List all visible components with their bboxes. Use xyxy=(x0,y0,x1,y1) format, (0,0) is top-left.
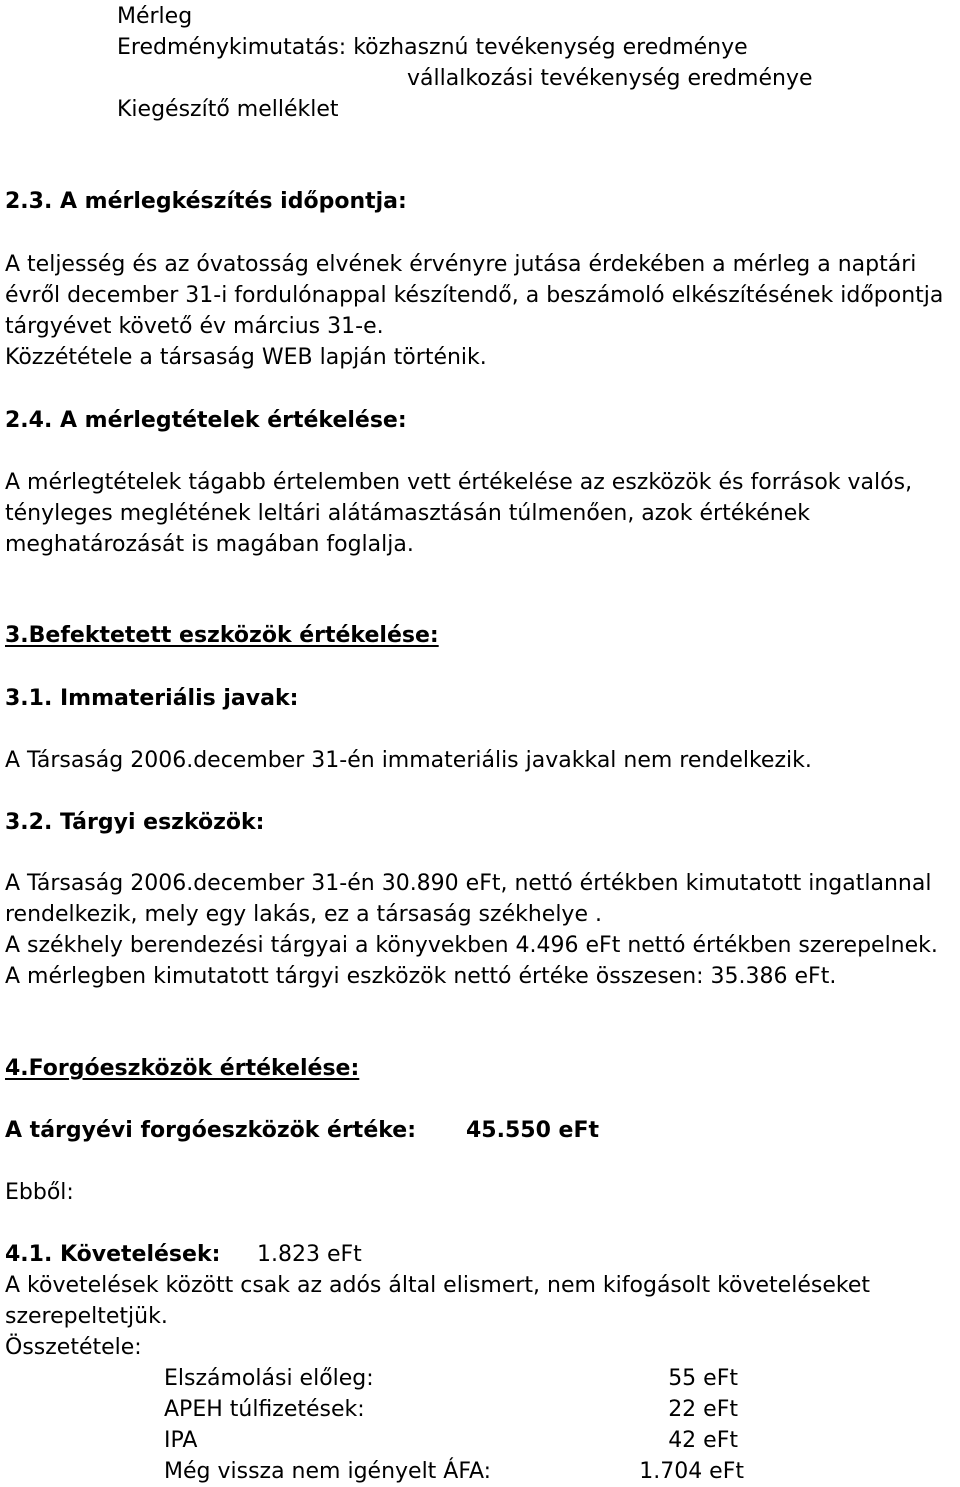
list-item-value: 55 eFt xyxy=(668,1366,738,1391)
section-3-2-paragraph-line: A mérlegben kimutatott tárgyi eszközök nettó értéke összesen: 35.386 eFt. xyxy=(5,964,837,989)
header-line-kiegeszito: Kiegészítő melléklet xyxy=(117,97,339,122)
section-3-heading: 3.Befektetett eszközök értékelése: xyxy=(5,623,439,648)
section-3-2-paragraph-line: rendelkezik, mely egy lakás, ez a társaság székhelye . xyxy=(5,902,602,927)
list-item-label: APEH túlfizetések: xyxy=(164,1397,365,1422)
section-2-4-paragraph-line: A mérlegtételek tágabb értelemben vett értékelése az eszközök és források valós, xyxy=(5,470,913,495)
section-4-1-value: 1.823 eFt xyxy=(257,1242,362,1267)
section-4-heading: 4.Forgóeszközök értékelése: xyxy=(5,1056,360,1081)
forgoeszkozok-total-value: 45.550 eFt xyxy=(466,1118,600,1143)
section-3-1-heading: 3.1. Immateriális javak: xyxy=(5,686,299,711)
list-item-label: IPA xyxy=(164,1428,198,1453)
section-4-1-paragraph-line: szerepeltetjük. xyxy=(5,1304,168,1329)
section-2-3-paragraph-line: A teljesség és az óvatosság elvének érvényre jutása érdekében a mérleg a naptári xyxy=(5,252,917,277)
ebbol-label: Ebből: xyxy=(5,1180,74,1205)
list-item-value: 1.704 eFt xyxy=(639,1459,744,1484)
forgoeszkozok-total-label: A tárgyévi forgóeszközök értéke: xyxy=(5,1118,416,1143)
section-2-4-paragraph-line: tényleges meglétének leltári alátámasztásán túlmenően, azok értékének xyxy=(5,501,810,526)
header-line-eredmenykimutatas: Eredménykimutatás: közhasznú tevékenység eredménye xyxy=(117,35,748,60)
header-line-merleg: Mérleg xyxy=(117,4,193,29)
list-item-value: 22 eFt xyxy=(668,1397,738,1422)
section-3-2-paragraph-line: A Társaság 2006.december 31-én 30.890 eFt, nettó értékben kimutatott ingatlannal xyxy=(5,871,932,896)
section-2-3-paragraph-line: évről december 31-i fordulónappal készítendő, a beszámoló elkészítésének időpontja xyxy=(5,283,944,308)
section-4-1-label: 4.1. Követelések: xyxy=(5,1242,221,1267)
list-item-value: 42 eFt xyxy=(668,1428,738,1453)
section-4-1-paragraph-line: A követelések között csak az adós által elismert, nem kifogásolt követeléseket xyxy=(5,1273,870,1298)
list-item-label: Még vissza nem igényelt ÁFA: xyxy=(164,1459,492,1484)
section-2-3-heading: 2.3. A mérlegkészítés időpontja: xyxy=(5,189,407,214)
section-3-2-paragraph-line: A székhely berendezési tárgyai a könyvekben 4.496 eFt nettó értékben szerepelnek. xyxy=(5,933,938,958)
section-3-1-text: A Társaság 2006.december 31-én immateriális javakkal nem rendelkezik. xyxy=(5,748,812,773)
section-2-4-heading: 2.4. A mérlegtételek értékelése: xyxy=(5,408,407,433)
section-2-4-paragraph-line: meghatározását is magában foglalja. xyxy=(5,532,414,557)
section-2-3-paragraph-line: tárgyévet követő év március 31-e. xyxy=(5,314,384,339)
section-2-3-paragraph-line: Közzététele a társaság WEB lapján történik. xyxy=(5,345,487,370)
section-3-2-heading: 3.2. Tárgyi eszközök: xyxy=(5,810,265,835)
header-line-vallalkozasi: vállalkozási tevékenység eredménye xyxy=(407,66,813,91)
osszetetel-label: Összetétele: xyxy=(5,1335,142,1360)
list-item-label: Elszámolási előleg: xyxy=(164,1366,374,1391)
